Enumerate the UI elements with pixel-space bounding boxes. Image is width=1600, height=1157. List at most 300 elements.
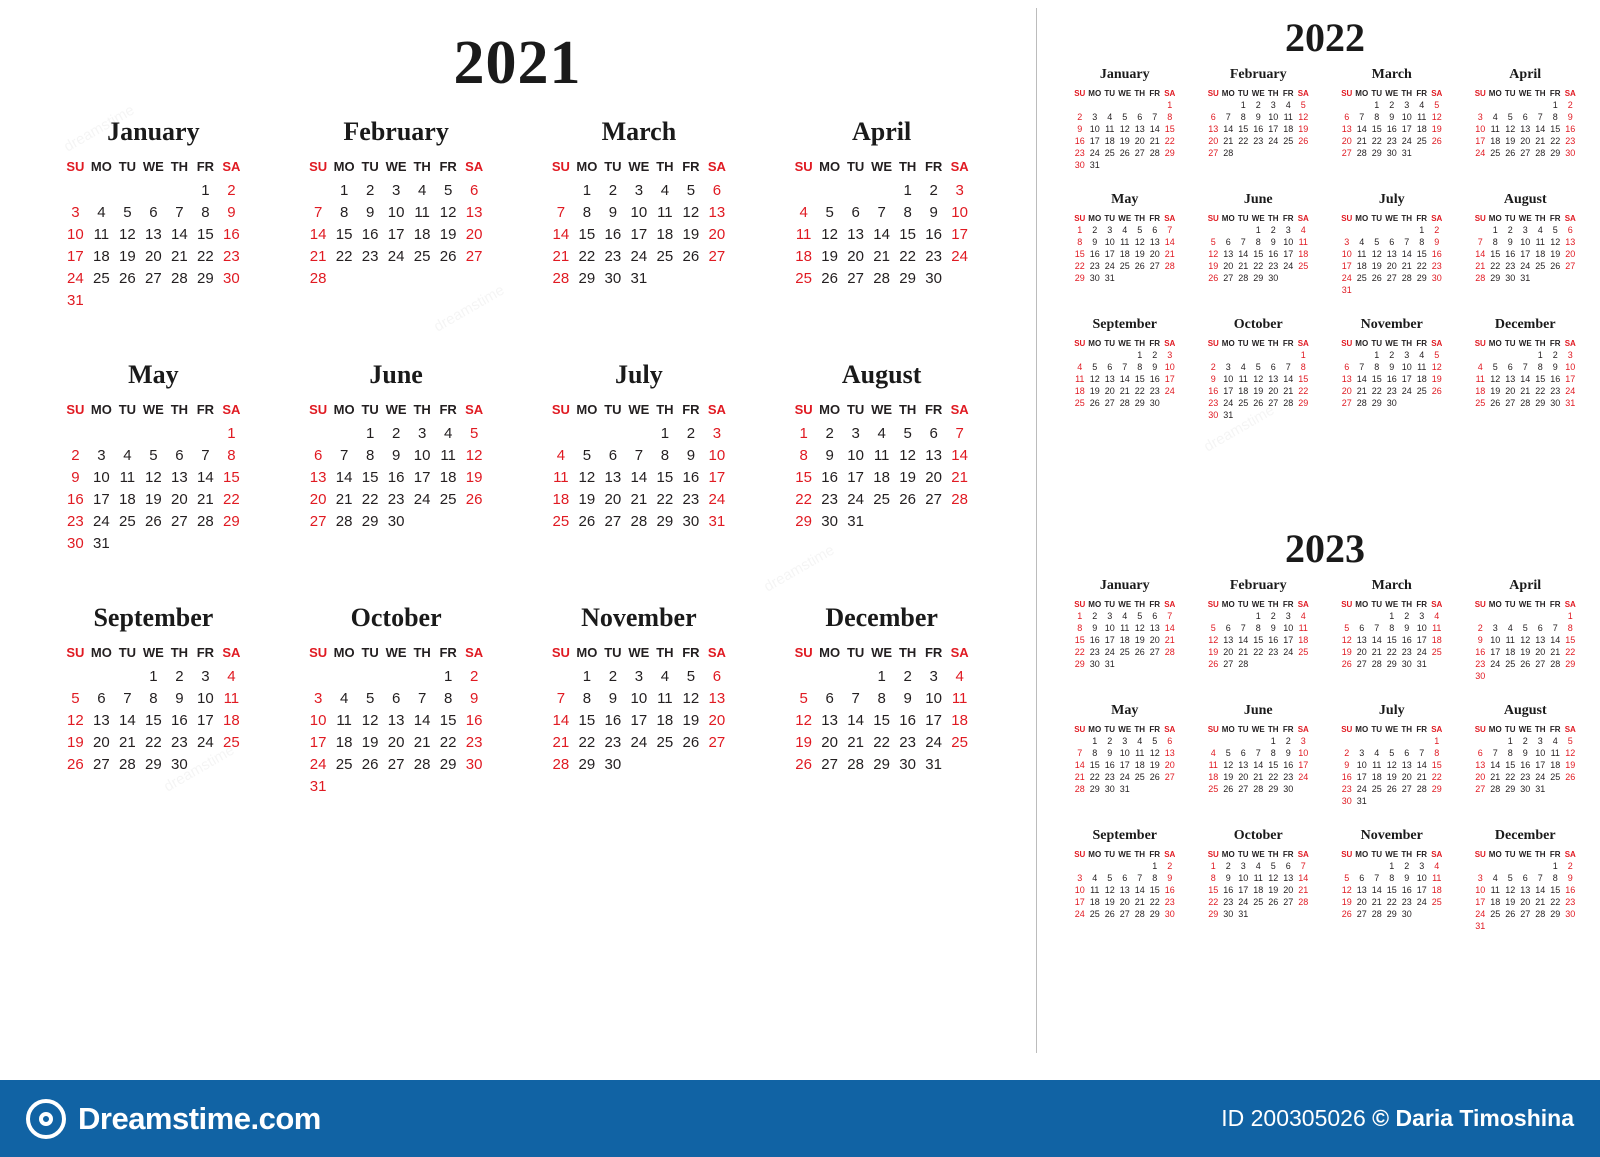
day-cell[interactable]: 12 [1134,237,1145,247]
day-cell[interactable]: 25 [1356,273,1367,283]
day-cell[interactable]: 3 [1419,611,1425,621]
day-cell[interactable]: 5 [1122,112,1128,122]
day-cell[interactable]: 14 [1535,124,1546,134]
day-cell[interactable]: 11 [1417,112,1427,122]
day-cell[interactable]: 18 [223,712,240,729]
day-cell[interactable]: 26 [682,248,700,265]
day-cell[interactable]: 5 [1210,237,1216,247]
day-cell[interactable]: 16 [1386,124,1397,134]
day-cell[interactable]: 10 [1268,112,1279,122]
day-cell[interactable]: 11 [1550,748,1560,758]
day-cell[interactable]: 5 [1567,736,1573,746]
day-cell[interactable]: 11 [1120,237,1130,247]
day-cell[interactable]: 25 [1431,647,1442,657]
day-cell[interactable]: 22 [795,491,812,508]
day-cell[interactable]: 26 [1490,398,1501,408]
day-cell[interactable]: 26 [465,491,483,508]
day-cell[interactable]: 11 [657,204,673,221]
day-cell[interactable]: 1 [1240,100,1246,110]
day-cell[interactable]: 17 [1490,647,1501,657]
day-cell[interactable]: 26 [1089,398,1100,408]
day-cell[interactable]: 30 [1550,398,1561,408]
day-cell[interactable]: 8 [1077,623,1083,633]
day-cell[interactable]: 19 [1104,897,1115,907]
day-cell[interactable]: 6 [1359,623,1365,633]
day-cell[interactable]: 24 [67,270,84,287]
day-cell[interactable]: 8 [1240,112,1246,122]
day-cell[interactable]: 28 [1119,398,1130,408]
day-cell[interactable]: 5 [365,690,375,707]
day-cell[interactable]: 29 [1505,784,1516,794]
day-cell[interactable]: 12 [1371,249,1382,259]
day-cell[interactable]: 4 [1300,611,1306,621]
day-cell[interactable]: 22 [578,248,596,265]
day-cell[interactable]: 18 [439,469,457,486]
day-cell[interactable]: 3 [71,204,80,221]
day-cell[interactable]: 14 [335,469,353,486]
day-cell[interactable]: 8 [1255,623,1261,633]
day-cell[interactable]: 11 [1535,237,1545,247]
day-cell[interactable]: 6 [1344,362,1350,372]
day-cell[interactable]: 24 [1490,659,1501,669]
day-cell[interactable]: 5 [1434,100,1440,110]
day-cell[interactable]: 21 [1356,386,1367,396]
day-cell[interactable]: 28 [1238,659,1249,669]
day-cell[interactable]: 12 [1089,374,1100,384]
day-cell[interactable]: 15 [578,226,596,243]
day-cell[interactable]: 30 [223,270,240,287]
day-cell[interactable]: 20 [309,491,327,508]
day-cell[interactable]: 19 [1119,136,1130,146]
day-cell[interactable]: 18 [1431,635,1442,645]
day-cell[interactable]: 24 [1074,909,1085,919]
day-cell[interactable]: 14 [413,712,431,729]
day-cell[interactable]: 20 [925,469,942,486]
day-cell[interactable]: 30 [604,756,622,773]
day-cell[interactable]: 18 [1074,386,1085,396]
day-cell[interactable]: 22 [899,248,916,265]
day-cell[interactable]: 15 [1535,374,1546,384]
day-cell[interactable]: 17 [1238,885,1249,895]
day-cell[interactable]: 10 [197,690,214,707]
day-cell[interactable]: 23 [1164,897,1175,907]
day-cell[interactable]: 30 [1565,148,1576,158]
day-cell[interactable]: 11 [1372,760,1382,770]
day-cell[interactable]: 30 [1401,909,1412,919]
day-cell[interactable]: 22 [1565,647,1576,657]
day-cell[interactable]: 18 [119,491,136,508]
day-cell[interactable]: 20 [1475,772,1486,782]
day-cell[interactable]: 19 [1089,386,1100,396]
day-cell[interactable]: 25 [1416,136,1427,146]
day-cell[interactable]: 6 [929,425,938,442]
day-cell[interactable]: 7 [313,204,323,221]
day-cell[interactable]: 20 [1283,885,1294,895]
day-cell[interactable]: 3 [1567,350,1573,360]
day-cell[interactable]: 1 [1537,350,1543,360]
day-cell[interactable]: 21 [552,248,570,265]
day-cell[interactable]: 9 [1092,237,1098,247]
day-cell[interactable]: 7 [1477,237,1483,247]
day-cell[interactable]: 30 [1401,659,1412,669]
day-cell[interactable]: 31 [708,513,726,530]
day-cell[interactable]: 14 [197,469,214,486]
day-cell[interactable]: 26 [361,756,379,773]
day-cell[interactable]: 24 [1238,897,1249,907]
day-cell[interactable]: 24 [1104,647,1115,657]
day-cell[interactable]: 7 [1522,362,1528,372]
day-cell[interactable]: 22 [1371,386,1382,396]
day-cell[interactable]: 20 [847,248,864,265]
day-cell[interactable]: 26 [1505,148,1516,158]
day-cell[interactable]: 24 [1119,772,1130,782]
day-cell[interactable]: 15 [1371,124,1382,134]
day-cell[interactable]: 17 [1298,760,1309,770]
day-cell[interactable]: 27 [1520,148,1531,158]
day-cell[interactable]: 9 [1522,748,1528,758]
day-cell[interactable]: 5 [1092,362,1098,372]
day-cell[interactable]: 4 [97,204,106,221]
day-cell[interactable]: 28 [1550,659,1561,669]
day-cell[interactable]: 14 [1164,623,1175,633]
day-cell[interactable]: 14 [951,447,968,464]
day-cell[interactable]: 12 [439,204,457,221]
day-cell[interactable]: 3 [1359,748,1365,758]
day-cell[interactable]: 17 [309,734,327,751]
day-cell[interactable]: 8 [1419,237,1425,247]
day-cell[interactable]: 8 [1389,623,1395,633]
day-cell[interactable]: 26 [1134,261,1145,271]
day-cell[interactable]: 10 [1565,362,1576,372]
day-cell[interactable]: 3 [313,690,323,707]
day-cell[interactable]: 24 [1401,386,1412,396]
day-cell[interactable]: 22 [145,734,162,751]
day-cell[interactable]: 7 [123,690,132,707]
day-cell[interactable]: 7 [1225,112,1231,122]
day-cell[interactable]: 30 [387,513,405,530]
day-cell[interactable]: 13 [604,469,622,486]
day-cell[interactable]: 31 [847,513,864,530]
day-cell[interactable]: 7 [1167,225,1173,235]
day-cell[interactable]: 22 [656,491,674,508]
day-cell[interactable]: 5 [686,668,696,685]
day-cell[interactable]: 19 [119,248,136,265]
day-cell[interactable]: 20 [1356,897,1367,907]
day-cell[interactable]: 24 [1268,136,1279,146]
day-cell[interactable]: 14 [1134,885,1145,895]
day-cell[interactable]: 27 [93,756,110,773]
day-cell[interactable]: 19 [1371,261,1382,271]
day-cell[interactable]: 26 [1119,148,1130,158]
day-cell[interactable]: 29 [899,270,916,287]
day-cell[interactable]: 5 [1344,623,1350,633]
day-cell[interactable]: 8 [1374,362,1380,372]
day-cell[interactable]: 25 [1490,148,1501,158]
day-cell[interactable]: 15 [1431,760,1442,770]
day-cell[interactable]: 13 [1164,748,1175,758]
day-cell[interactable]: 29 [145,756,162,773]
day-cell[interactable]: 29 [1253,273,1264,283]
day-cell[interactable]: 3 [1419,861,1425,871]
day-cell[interactable]: 1 [1567,611,1573,621]
day-cell[interactable]: 17 [1268,124,1279,134]
day-cell[interactable]: 22 [1371,136,1382,146]
day-cell[interactable]: 12 [465,447,483,464]
day-cell[interactable]: 8 [339,204,349,221]
day-cell[interactable]: 5 [1137,225,1143,235]
day-cell[interactable]: 21 [1134,897,1145,907]
day-cell[interactable]: 14 [552,226,570,243]
day-cell[interactable]: 9 [391,447,401,464]
day-cell[interactable]: 15 [1253,249,1264,259]
day-cell[interactable]: 29 [1371,148,1382,158]
day-cell[interactable]: 12 [145,469,162,486]
day-cell[interactable]: 21 [1223,136,1234,146]
day-cell[interactable]: 10 [925,690,942,707]
day-cell[interactable]: 22 [1208,897,1219,907]
day-cell[interactable]: 25 [795,270,812,287]
day-cell[interactable]: 18 [1119,635,1130,645]
day-cell[interactable]: 21 [847,734,864,751]
day-cell[interactable]: 15 [656,469,674,486]
day-cell[interactable]: 7 [1537,873,1543,883]
day-cell[interactable]: 2 [1522,736,1528,746]
day-cell[interactable]: 10 [1104,623,1115,633]
day-cell[interactable]: 4 [1552,736,1558,746]
day-cell[interactable]: 6 [1522,112,1528,122]
day-cell[interactable]: 14 [171,226,188,243]
day-cell[interactable]: 17 [1119,760,1130,770]
day-cell[interactable]: 14 [1401,249,1412,259]
day-cell[interactable]: 18 [1238,386,1249,396]
day-cell[interactable]: 10 [1074,885,1085,895]
day-cell[interactable]: 27 [604,513,622,530]
day-cell[interactable]: 20 [1238,772,1249,782]
day-cell[interactable]: 17 [1104,635,1115,645]
day-cell[interactable]: 24 [1565,386,1576,396]
day-cell[interactable]: 7 [1137,873,1143,883]
day-cell[interactable]: 6 [608,447,618,464]
day-cell[interactable]: 1 [1552,861,1558,871]
day-cell[interactable]: 24 [1223,398,1234,408]
day-cell[interactable]: 26 [578,513,596,530]
day-cell[interactable]: 14 [1416,760,1427,770]
day-cell[interactable]: 8 [201,204,210,221]
day-cell[interactable]: 21 [1416,772,1427,782]
day-cell[interactable]: 12 [1565,748,1576,758]
day-cell[interactable]: 1 [1167,100,1173,110]
day-cell[interactable]: 30 [1149,398,1160,408]
day-cell[interactable]: 13 [1341,374,1352,384]
day-cell[interactable]: 17 [847,469,864,486]
day-cell[interactable]: 16 [1505,249,1516,259]
day-cell[interactable]: 18 [1208,772,1219,782]
day-cell[interactable]: 5 [123,204,132,221]
day-cell[interactable]: 1 [1419,225,1425,235]
day-cell[interactable]: 23 [925,248,942,265]
day-cell[interactable]: 13 [171,469,188,486]
day-cell[interactable]: 20 [1520,136,1531,146]
day-cell[interactable]: 4 [443,425,453,442]
day-cell[interactable]: 26 [682,734,700,751]
day-cell[interactable]: 24 [1416,647,1427,657]
day-cell[interactable]: 5 [1507,112,1513,122]
day-cell[interactable]: 11 [1283,112,1293,122]
day-cell[interactable]: 4 [339,690,349,707]
day-cell[interactable]: 8 [1537,362,1543,372]
day-cell[interactable]: 9 [1567,873,1573,883]
day-cell[interactable]: 3 [1477,112,1483,122]
day-cell[interactable]: 6 [1285,861,1291,871]
day-cell[interactable]: 28 [873,270,890,287]
day-cell[interactable]: 6 [1507,362,1513,372]
day-cell[interactable]: 30 [604,270,622,287]
day-cell[interactable]: 9 [1210,374,1216,384]
day-cell[interactable]: 5 [1152,736,1158,746]
day-cell[interactable]: 16 [1208,386,1219,396]
day-cell[interactable]: 24 [1401,136,1412,146]
day-cell[interactable]: 18 [1416,124,1427,134]
day-cell[interactable]: 1 [1077,225,1083,235]
day-cell[interactable]: 14 [1238,249,1249,259]
day-cell[interactable]: 10 [1475,885,1486,895]
day-cell[interactable]: 23 [604,248,622,265]
day-cell[interactable]: 19 [439,226,457,243]
day-cell[interactable]: 16 [1283,760,1294,770]
day-cell[interactable]: 26 [1134,647,1145,657]
day-cell[interactable]: 13 [465,204,483,221]
day-cell[interactable]: 10 [1223,374,1234,384]
day-cell[interactable]: 18 [1134,760,1145,770]
day-cell[interactable]: 7 [1300,861,1306,871]
day-cell[interactable]: 22 [1268,772,1279,782]
day-cell[interactable]: 16 [1074,136,1085,146]
day-cell[interactable]: 18 [413,226,431,243]
day-cell[interactable]: 6 [1210,112,1216,122]
day-cell[interactable]: 3 [851,425,860,442]
day-cell[interactable]: 7 [1240,237,1246,247]
day-cell[interactable]: 2 [1567,100,1573,110]
day-cell[interactable]: 9 [1285,748,1291,758]
day-cell[interactable]: 6 [1537,623,1543,633]
day-cell[interactable]: 20 [821,734,838,751]
day-cell[interactable]: 26 [899,491,916,508]
day-cell[interactable]: 25 [1298,261,1309,271]
day-cell[interactable]: 30 [1223,909,1234,919]
day-cell[interactable]: 15 [1371,374,1382,384]
day-cell[interactable]: 19 [1431,374,1442,384]
day-cell[interactable]: 27 [1356,659,1367,669]
day-cell[interactable]: 7 [1285,362,1291,372]
day-cell[interactable]: 26 [1565,772,1576,782]
day-cell[interactable]: 9 [1507,237,1513,247]
day-cell[interactable]: 22 [223,491,240,508]
day-cell[interactable]: 22 [1074,261,1085,271]
day-cell[interactable]: 21 [1253,772,1264,782]
day-cell[interactable]: 14 [119,712,136,729]
day-cell[interactable]: 19 [1431,124,1442,134]
day-cell[interactable]: 2 [1210,362,1216,372]
day-cell[interactable]: 30 [1431,273,1442,283]
day-cell[interactable]: 24 [925,734,942,751]
day-cell[interactable]: 1 [1077,611,1083,621]
day-cell[interactable]: 11 [873,447,890,464]
day-cell[interactable]: 21 [309,248,327,265]
day-cell[interactable]: 6 [1107,362,1113,372]
day-cell[interactable]: 2 [608,182,618,199]
day-cell[interactable]: 9 [1167,873,1173,883]
day-cell[interactable]: 21 [197,491,214,508]
day-cell[interactable]: 12 [1550,237,1561,247]
day-cell[interactable]: 16 [821,469,838,486]
day-cell[interactable]: 18 [1535,249,1546,259]
day-cell[interactable]: 2 [1552,350,1558,360]
day-cell[interactable]: 23 [1386,386,1397,396]
day-cell[interactable]: 31 [630,270,648,287]
day-cell[interactable]: 25 [119,513,136,530]
day-cell[interactable]: 29 [1550,909,1561,919]
day-cell[interactable]: 29 [1074,659,1085,669]
day-cell[interactable]: 31 [67,292,84,309]
day-cell[interactable]: 2 [469,668,479,685]
day-cell[interactable]: 10 [630,690,648,707]
day-cell[interactable]: 4 [1434,611,1440,621]
day-cell[interactable]: 19 [1298,124,1309,134]
day-cell[interactable]: 3 [1537,736,1543,746]
day-cell[interactable]: 24 [93,513,110,530]
day-cell[interactable]: 12 [1341,885,1352,895]
day-cell[interactable]: 27 [1283,897,1294,907]
day-cell[interactable]: 6 [825,690,834,707]
day-cell[interactable]: 14 [1535,885,1546,895]
day-cell[interactable]: 23 [1341,784,1352,794]
day-cell[interactable]: 22 [1238,136,1249,146]
day-cell[interactable]: 4 [1359,237,1365,247]
day-cell[interactable]: 18 [656,226,674,243]
day-cell[interactable]: 1 [799,425,808,442]
day-cell[interactable]: 21 [171,248,188,265]
day-cell[interactable]: 7 [877,204,886,221]
day-cell[interactable]: 19 [1268,885,1279,895]
day-cell[interactable]: 16 [1253,124,1264,134]
day-cell[interactable]: 21 [1475,261,1486,271]
day-cell[interactable]: 4 [1285,100,1291,110]
day-cell[interactable]: 18 [951,712,968,729]
day-cell[interactable]: 25 [873,491,890,508]
day-cell[interactable]: 26 [1208,659,1219,669]
day-cell[interactable]: 17 [1089,136,1100,146]
day-cell[interactable]: 9 [1077,124,1083,134]
day-cell[interactable]: 4 [1507,623,1513,633]
day-cell[interactable]: 27 [1401,784,1412,794]
day-cell[interactable]: 10 [1535,748,1546,758]
day-cell[interactable]: 26 [1268,897,1279,907]
day-cell[interactable]: 17 [1164,374,1175,384]
day-cell[interactable]: 27 [1475,784,1486,794]
day-cell[interactable]: 8 [365,447,375,464]
day-cell[interactable]: 5 [1107,873,1113,883]
day-cell[interactable]: 11 [336,712,352,729]
day-cell[interactable]: 16 [1268,635,1279,645]
day-cell[interactable]: 28 [1416,784,1427,794]
day-cell[interactable]: 13 [1356,885,1367,895]
day-cell[interactable]: 6 [851,204,860,221]
day-cell[interactable]: 24 [387,248,405,265]
day-cell[interactable]: 14 [552,712,570,729]
day-cell[interactable]: 28 [119,756,136,773]
day-cell[interactable]: 6 [1152,225,1158,235]
day-cell[interactable]: 1 [1210,861,1216,871]
